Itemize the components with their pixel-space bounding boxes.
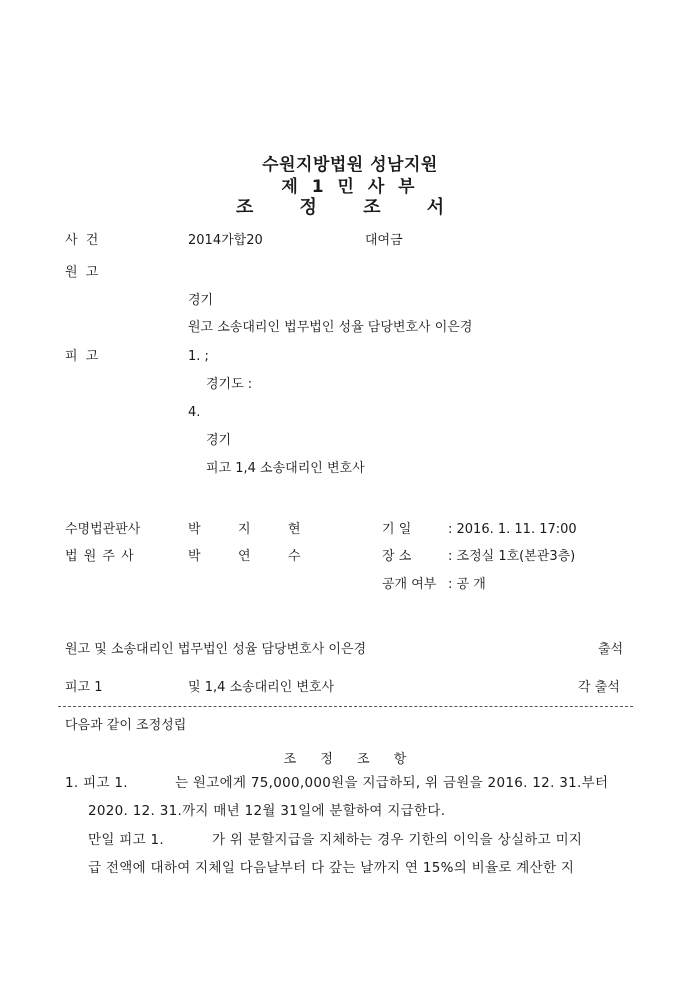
attendance-defendant: 및 1,4 소송대리인 변호사 — [188, 680, 335, 695]
settlement-intro: 다음과 같이 조정성립 — [65, 718, 187, 733]
defendant-item-1-address: 경기도 : — [206, 377, 253, 392]
term1-line3-start: 만일 피고 1. — [88, 832, 165, 848]
defendant-item-4-address: 경기 — [206, 433, 232, 448]
term1-line3-rest: 가 위 분할지급을 지체하는 경우 기한의 이익을 상실하고 미지 — [212, 832, 583, 848]
plaintiff-address: 경기 — [188, 293, 214, 308]
document-title: 조 정 조 서 — [235, 197, 465, 218]
defendant-label: 피 고 — [65, 349, 101, 364]
plaintiff-agent: 원고 소송대리인 법무법인 성율 담당변호사 이은경 — [188, 320, 473, 335]
term1-line1-start: 1. 피고 1. — [65, 775, 128, 791]
defendant-agent: 피고 1,4 소송대리인 변호사 — [206, 461, 365, 476]
attendance-plaintiff: 원고 및 소송대리인 법무법인 성율 담당변호사 이은경 — [65, 642, 367, 657]
plaintiff-label: 원 고 — [65, 265, 101, 280]
public-label: 공개 여부 — [382, 577, 437, 592]
term1-line4: 급 전액에 대하여 지체일 다음날부터 다 갚는 날까지 연 15%의 비율로 계산한 지 — [88, 860, 575, 876]
attendance-defendant-status: 각 출석 — [578, 680, 620, 695]
clerk-name-1: 박 — [188, 549, 201, 564]
section-divider — [58, 706, 633, 707]
defendant-item-1: 1. ; — [188, 349, 209, 364]
attendance-defendant-prefix: 피고 1 — [65, 680, 103, 695]
term1-line2: 2020. 12. 31.까지 매년 12월 31일에 분할하여 지급한다. — [88, 803, 446, 819]
term1-line1-rest: 는 원고에게 75,000,000원을 지급하되, 위 금원을 2016. 12. 31.부터 — [175, 775, 609, 791]
judge-name-3: 현 — [288, 522, 301, 537]
attendance-plaintiff-status: 출석 — [598, 642, 624, 657]
defendant-item-4: 4. — [188, 405, 201, 420]
case-label: 사 건 — [65, 233, 101, 248]
case-number: 2014가합20 — [188, 233, 263, 248]
place-label: 장 소 — [382, 549, 412, 564]
department-name: 제 1 민 사 부 — [281, 177, 419, 197]
court-name: 수원지방법원 성남지원 — [262, 155, 438, 175]
clerk-name-2: 연 — [238, 549, 251, 564]
date-label: 기 일 — [382, 522, 412, 537]
clerk-name-3: 수 — [288, 549, 301, 564]
date-value: : 2016. 1. 11. 17:00 — [448, 522, 577, 537]
settlement-terms-title: 조 정 조 항 — [283, 752, 417, 767]
judge-name-1: 박 — [188, 522, 201, 537]
judge-title: 수명법관판사 — [65, 522, 141, 537]
place-value: : 조정실 1호(본관3층) — [448, 549, 576, 564]
case-type: 대여금 — [365, 233, 403, 248]
judge-name-2: 지 — [238, 522, 251, 537]
public-value: : 공 개 — [448, 577, 486, 592]
clerk-title: 법 원 주 사 — [65, 549, 135, 564]
